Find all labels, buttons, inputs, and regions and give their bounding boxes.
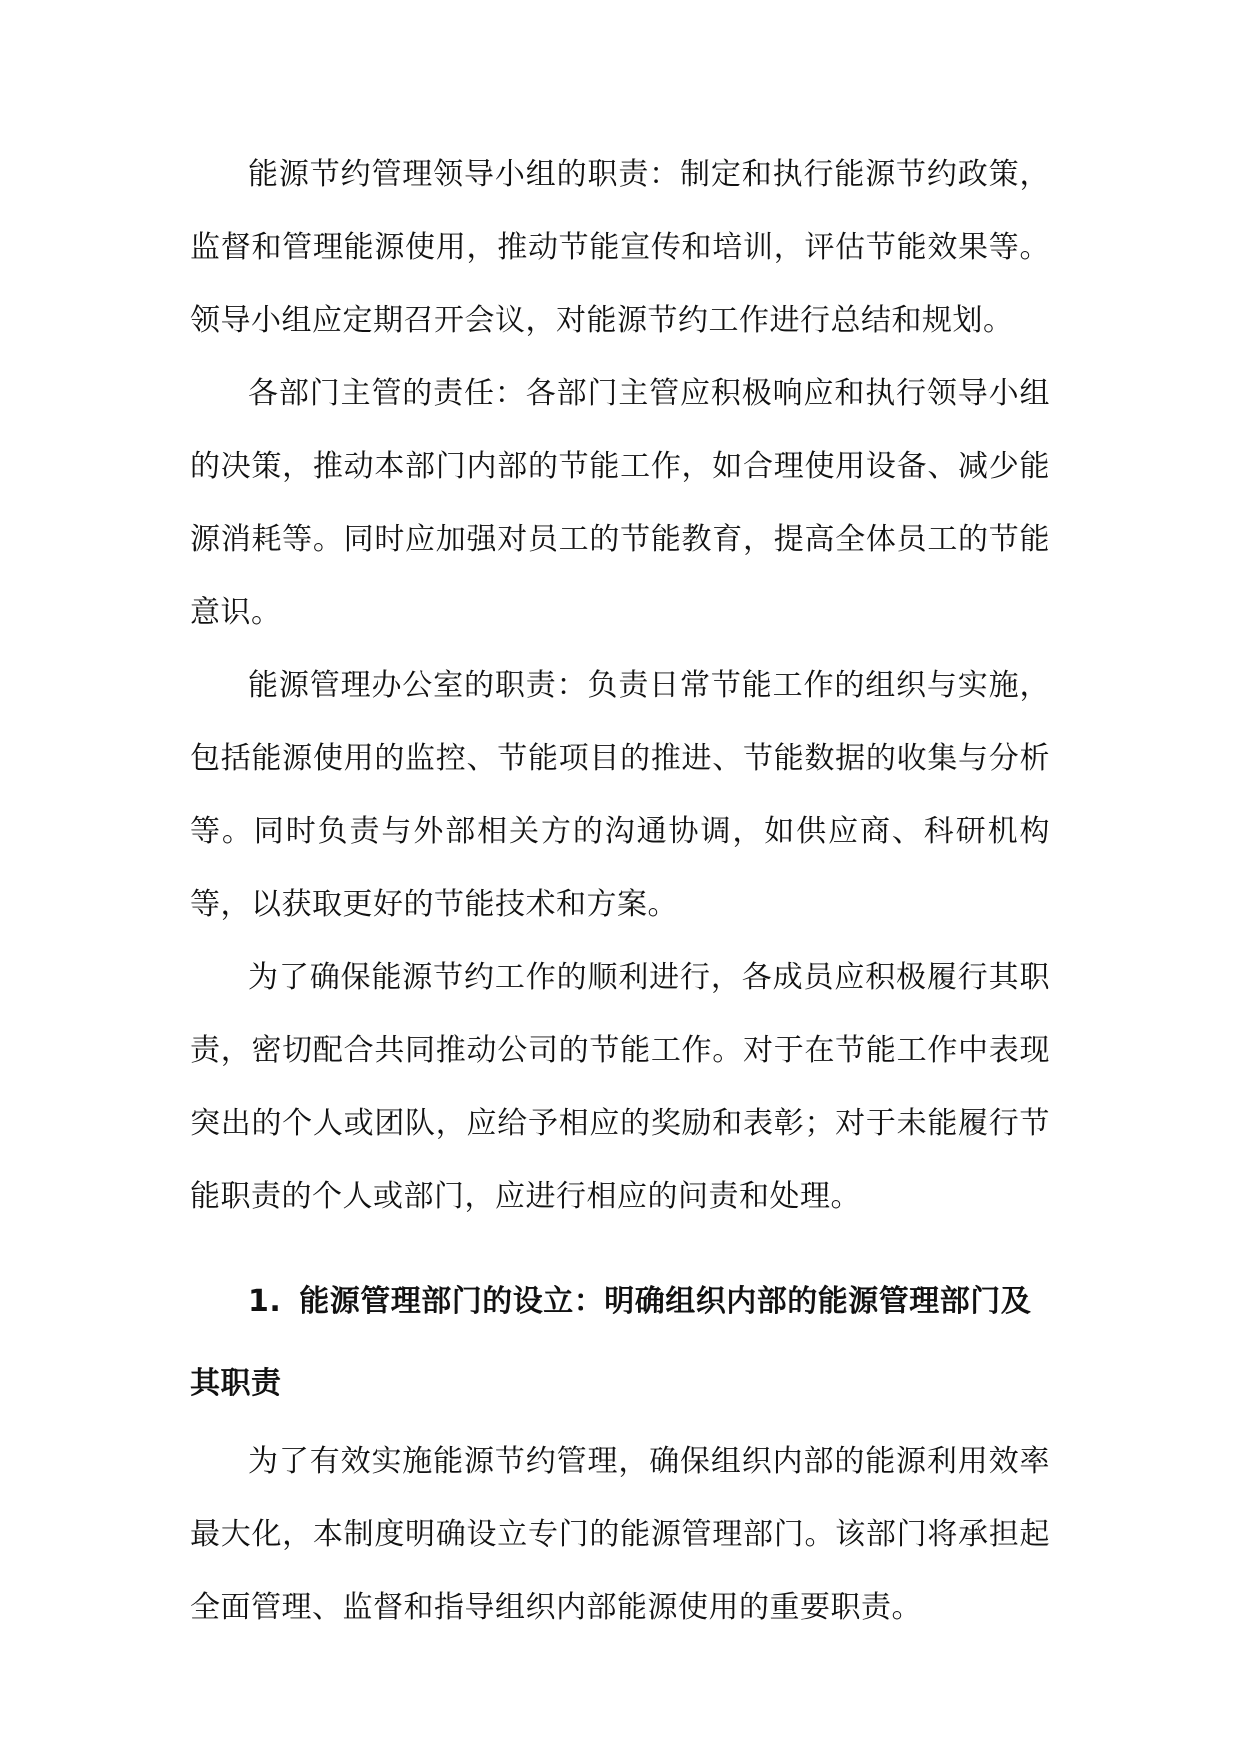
document-body (190, 138, 1050, 1644)
paragraph-energy-office: 能源管理办公室的职责：负责日常节能工作的组织与实施，包括能源使用的监控、节能项目的推进、节能数据的收集与分析等。同时负责与外部相关方的沟通协调，如供应商、科研机构等，以获取更好的节能技术和方案。 (190, 668, 1050, 922)
paragraph-accountability: 为了确保能源节约工作的顺利进行，各成员应积极履行其职责，密切配合共同推动公司的节能工作。对于在节能工作中表现突出的个人或团队，应给予相应的奖励和表彰；对于未能履行节能职责的个人或部门，应进行相应的问责和处理。 (190, 960, 1050, 1214)
paragraph-leadership-duties: 能源节约管理领导小组的职责：制定和执行能源节约政策，监督和管理能源使用，推动节能宣传和培训，评估节能效果等。领导小组应定期召开会议，对能源节约工作进行总结和规划。 (190, 157, 1050, 338)
paragraph-department-heads: 各部门主管的责任：各部门主管应积极响应和执行领导小组的决策，推动本部门内部的节能工作，如合理使用设备、减少能源消耗等。同时应加强对员工的节能教育，提高全体员工的节能意识。 (190, 376, 1050, 630)
section-heading (190, 1261, 1050, 1425)
section-title: 能源管理部门的设立：明确组织内部的能源管理部门及其职责 (190, 1284, 1032, 1401)
section-number: 1. (248, 1284, 282, 1319)
paragraph-department-setup: 为了有效实施能源节约管理，确保组织内部的能源利用效率最大化，本制度明确设立专门的能源管理部门。该部门将承担起全面管理、监督和指导组织内部能源使用的重要职责。 (190, 1444, 1050, 1625)
